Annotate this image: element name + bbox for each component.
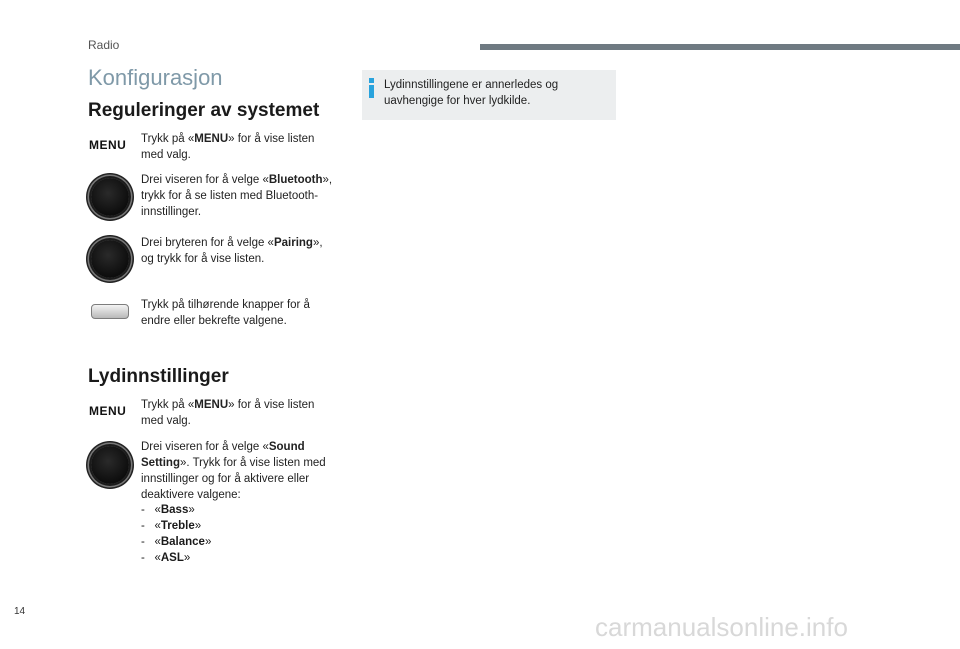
list-item: - «Treble»: [141, 520, 202, 532]
list-item: - «ASL»: [141, 552, 191, 564]
section-heading-system: Reguleringer av systemet: [88, 100, 320, 121]
step-text: Trykk på tilhørende knapper for å endre eller bekrefte valgene.: [141, 299, 310, 327]
info-icon: [369, 78, 375, 94]
step-text: Drei viseren for å velge «Sound Setting». Trykk for å vise listen med innstillinger og for å aktivere eller deaktivere valgene:: [141, 441, 326, 501]
step-text: Trykk på «MENU» for å vise listen med valg.: [141, 399, 315, 427]
menu-button-icon: MENU: [89, 138, 127, 152]
watermark: carmanualsonline.info: [595, 612, 848, 642]
info-text: Lydinnstillingene er annerledes og uavhengige for hver lydkilde.: [384, 79, 559, 107]
page-title: Konfigurasjon: [88, 65, 223, 90]
rotary-knob-icon: [91, 178, 129, 216]
step-text: Drei viseren for å velge «Bluetooth», trykk for å se listen med Bluetooth-innstillinger.: [141, 174, 333, 218]
push-button-icon: [91, 304, 129, 319]
rotary-knob-icon: [91, 240, 129, 278]
list-item: - «Balance»: [141, 536, 212, 548]
page-number: 14: [14, 606, 26, 617]
step-text: Trykk på «MENU» for å vise listen med valg.: [141, 133, 315, 161]
menu-button-icon: MENU: [89, 404, 127, 418]
chapter-label: Radio: [88, 38, 120, 52]
sound-options-list: [141, 502, 211, 566]
step-text: Drei bryteren for å velge «Pairing», og trykk for å vise listen.: [141, 237, 323, 265]
section-heading-sound: Lydinnstillinger: [88, 366, 229, 387]
header-bar: [480, 44, 960, 50]
list-item: - «Bass»: [141, 504, 195, 516]
rotary-knob-icon: [91, 446, 129, 484]
